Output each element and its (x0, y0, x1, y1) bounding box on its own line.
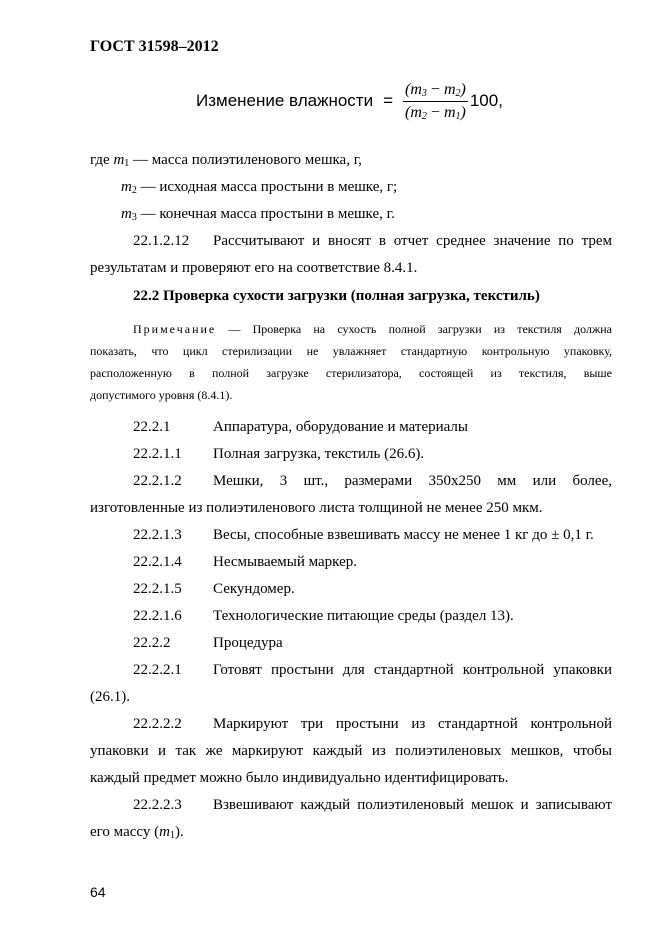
formula-label: Изменение влажности (196, 91, 374, 110)
page-number: 64 (90, 884, 106, 900)
item-22-2-2-2-line1: 22.2.2.2 Маркируют три простыни из стандартной контрольной (133, 716, 612, 732)
item-22-2-2: 22.2.2 Процедура (133, 635, 283, 651)
item-22-2-1-3: 22.2.1.3 Весы, способные взвешивать массу не менее 1 кг до ± 0,1 г. (133, 527, 594, 543)
item-22-2-1-5: 22.2.1.5 Секундомер. (133, 581, 295, 597)
formula-fraction (403, 81, 468, 122)
legend-m1: где $m_1$ — масса полиэтиленового мешка, г, (90, 152, 362, 169)
section-title-22-2: 22.2 Проверка сухости загрузки (полная загрузка, текстиль) (133, 288, 540, 304)
legend-m2: $m_2$ — исходная масса простыни в мешке, г; (121, 179, 398, 196)
item-22-2-2-3-line1: 22.2.2.3 Взвешивают каждый полиэтиленовый мешок и записывают (133, 797, 612, 813)
humidity-change-formula (196, 78, 503, 124)
formula-denominator: $(m_2 - m_1)$ (405, 103, 466, 122)
item-22-2-1: 22.2.1 Аппаратура, оборудование и материалы (133, 419, 468, 435)
note-line1: Примечание — Проверка на сухость полной загрузки из текстиля должна (133, 322, 612, 336)
item-22-2-2-2-line2: упаковки и так же маркируют каждый из полиэтиленовых мешков, чтобы (90, 743, 612, 759)
note-line2: показать, что цикл стерилизации не увлажняет стандартную контрольную упаковку, (90, 344, 612, 358)
item-22-2-1-4: 22.2.1.4 Несмываемый маркер. (133, 554, 358, 570)
item-22-2-2-1-line2: (26.1). (90, 689, 130, 705)
item-22-2-2-3-line2: его массу $(m_1)$. (90, 824, 184, 841)
item-22-2-2-1-line1: 22.2.2.1 Готовят простыни для стандартной контрольной упаковки (133, 662, 612, 678)
legend-m3: $m_3$ — конечная масса простыни в мешке, г. (121, 206, 395, 223)
document-header: ГОСТ 31598–2012 (90, 38, 219, 55)
item-22-2-1-2-line2: изготовленные из полиэтиленового листа толщиной не менее 250 мкм. (90, 500, 543, 516)
item-22-2-2-2-line3: каждый предмет можно было индивидуально идентифицировать. (90, 770, 509, 786)
note-line4: допустимого уровня (8.4.1). (90, 388, 233, 402)
item-22-2-1-6: 22.2.1.6 Технологические питающие среды (раздел 13). (133, 608, 514, 624)
formula-multiplier: 100, (469, 91, 503, 110)
para-22-1-2-12-line2: результатам и проверяют его на соответствие 8.4.1. (90, 260, 418, 276)
para-22-1-2-12-line1: 22.1.2.12 Рассчитывают и вносят в отчет среднее значение по трем (133, 233, 612, 249)
note-line3: расположенную в полной загрузке стерилизатора, состоящей из текстиля, выше (90, 366, 612, 380)
item-22-2-1-1: 22.2.1.1 Полная загрузка, текстиль (26.6). (133, 446, 425, 462)
formula-numerator: $(m_3 - m_2)$ (403, 81, 468, 102)
note-label: Примечание (133, 322, 217, 336)
item-22-2-1-2-line1: 22.2.1.2 Мешки, 3 шт., размерами 350х250 мм или более, (133, 473, 612, 489)
formula-equals: = (383, 91, 394, 110)
